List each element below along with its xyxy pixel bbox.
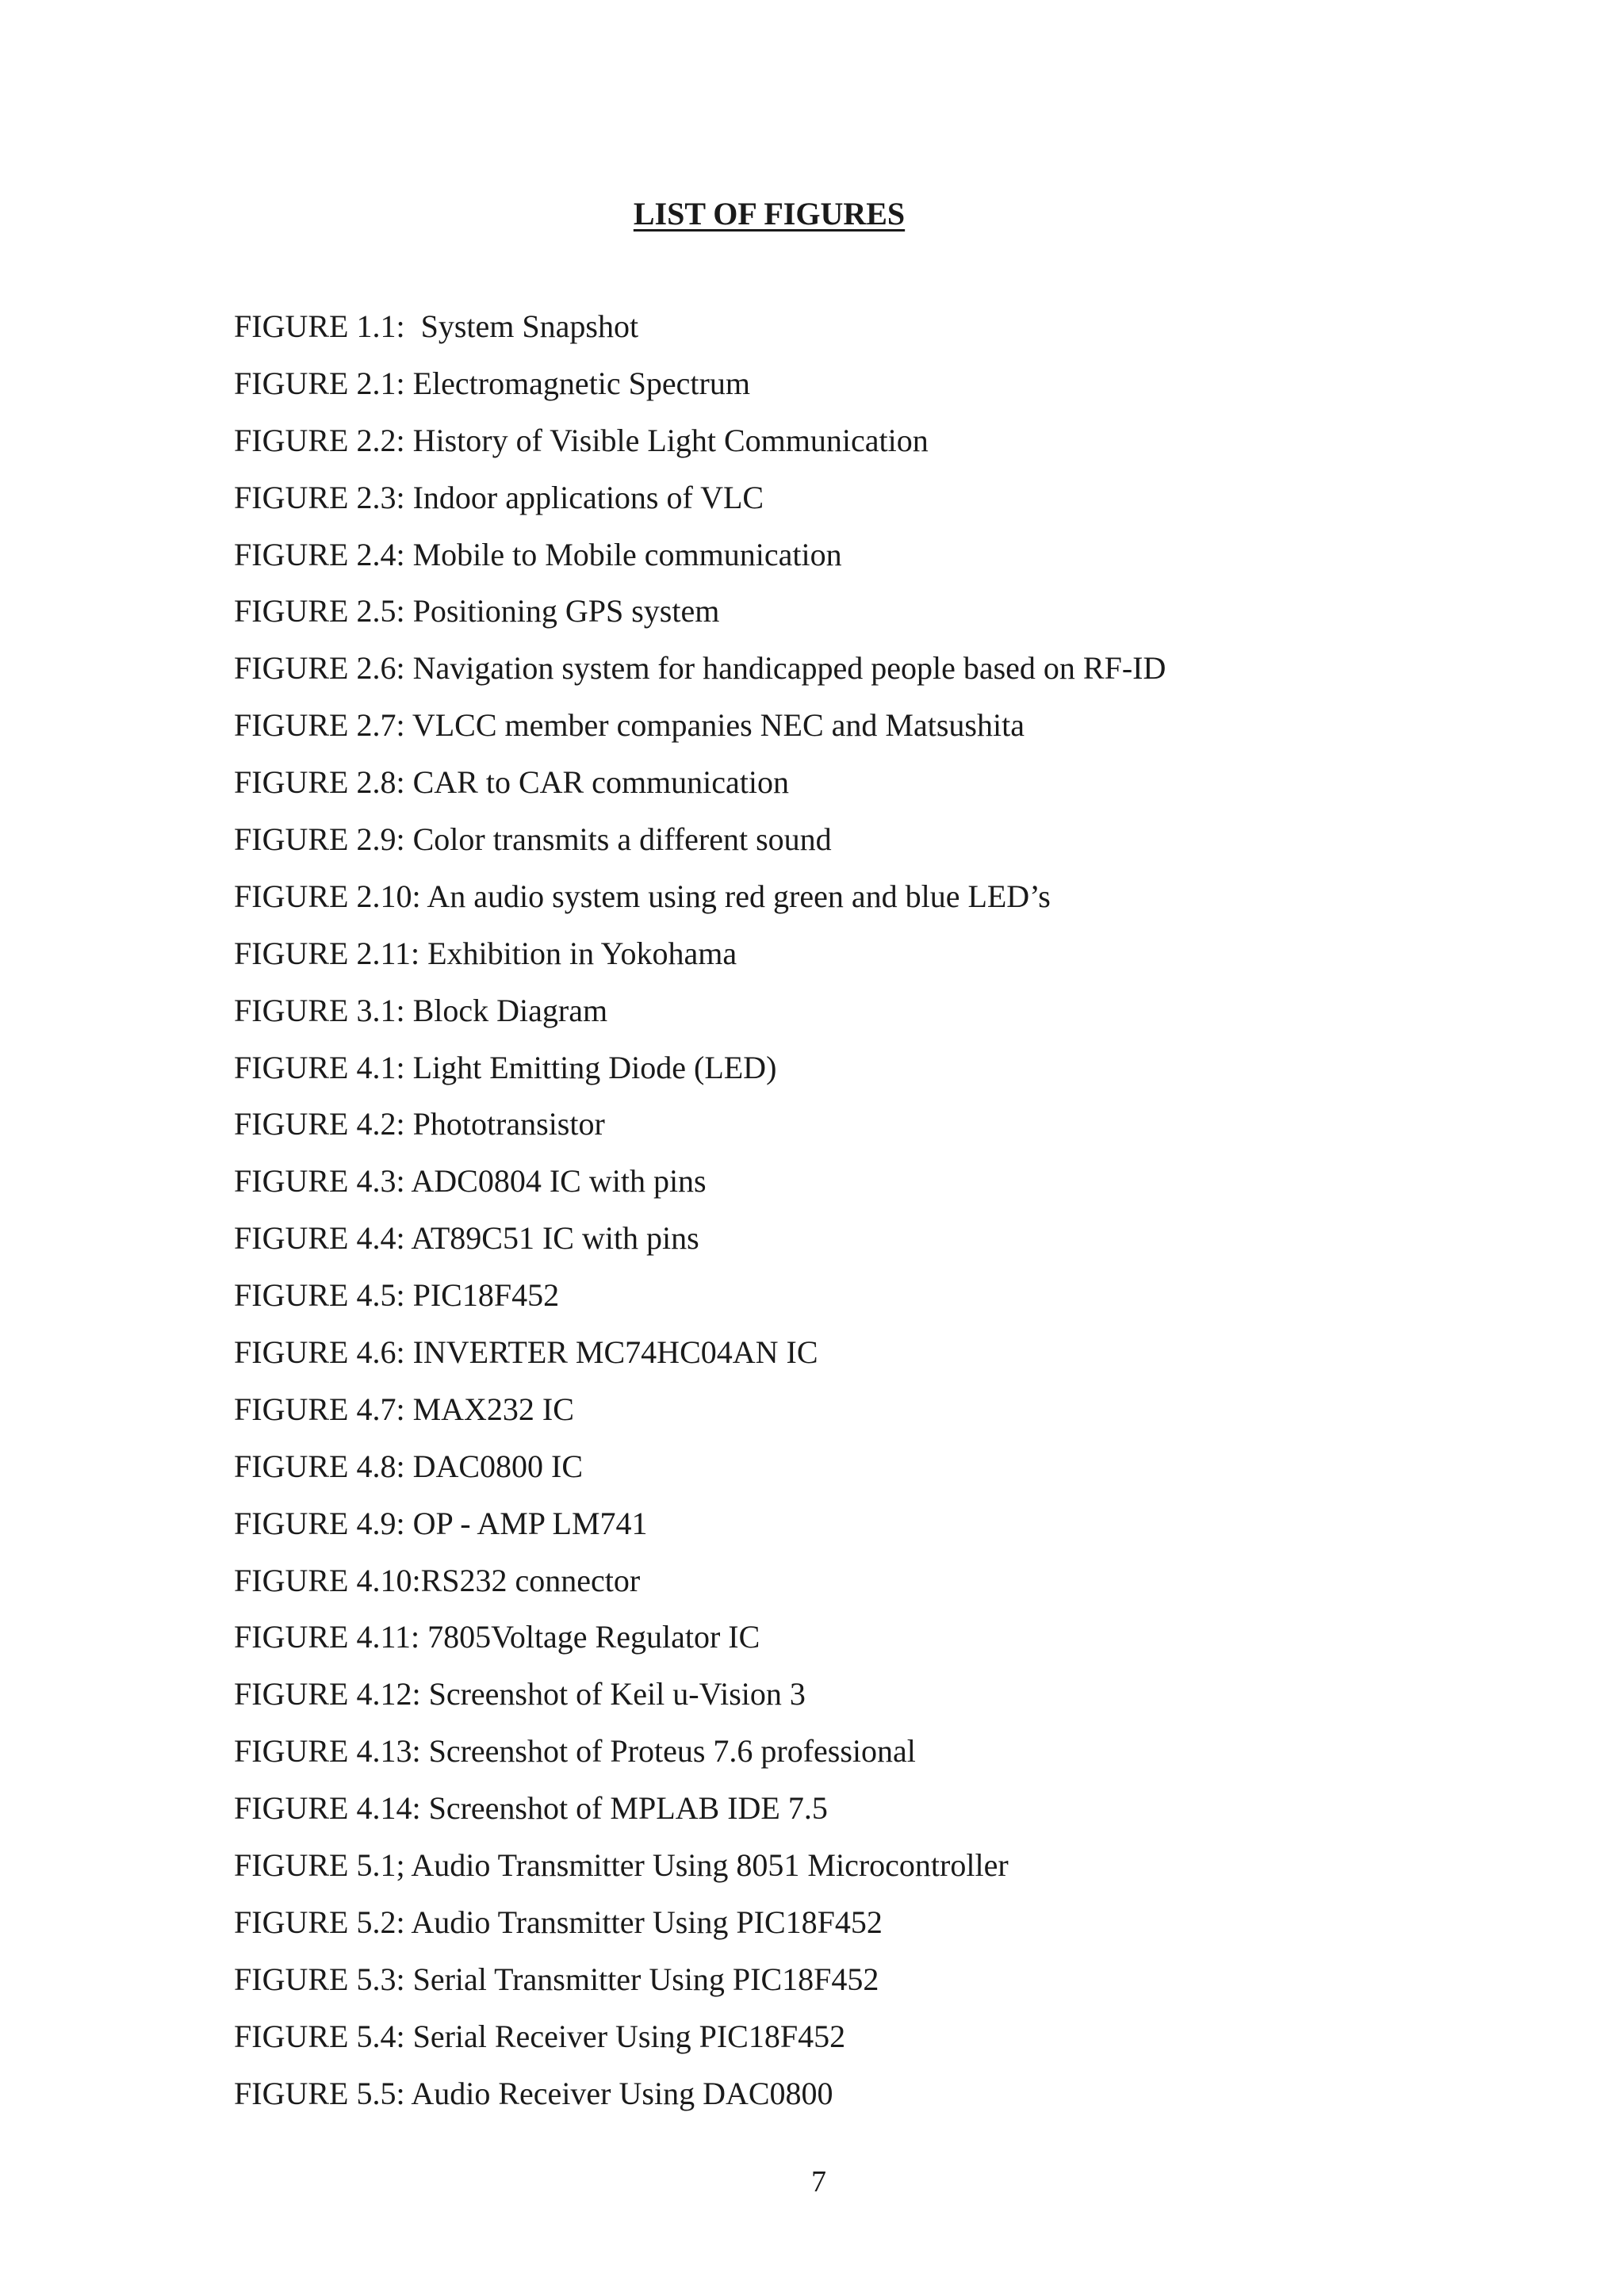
figure-entry: [234, 1899, 1542, 1956]
figure-entry: [234, 587, 1542, 645]
figure-caption: Light Emitting Diode (LED): [404, 1049, 777, 1085]
figure-number: FIGURE 2.7:: [234, 707, 405, 744]
figure-number: FIGURE 4.6:: [234, 1334, 405, 1371]
figure-entry: [234, 1785, 1542, 1842]
figure-number: FIGURE 4.9:: [234, 1505, 405, 1541]
figure-number: FIGURE 5.5:: [234, 2075, 405, 2111]
figure-caption: Serial Transmitter Using PIC18F452: [404, 1961, 879, 1997]
figure-entry: [234, 1443, 1542, 1500]
figure-entry: [234, 2013, 1542, 2070]
figure-entry: [234, 1272, 1542, 1329]
figure-caption: Screenshot of Keil u-Vision 3: [420, 1676, 806, 1712]
figure-entry: [234, 759, 1542, 816]
figure-number: FIGURE 4.4:: [234, 1220, 405, 1257]
figure-entry: [234, 1557, 1542, 1614]
figure-caption: CAR to CAR communication: [404, 764, 790, 801]
figure-number: FIGURE 3.1:: [234, 992, 405, 1028]
figure-entry: [234, 1956, 1542, 2013]
figure-entry: [234, 1500, 1542, 1557]
figure-number: FIGURE 4.5:: [234, 1277, 405, 1314]
figure-caption: MAX232 IC: [404, 1391, 574, 1427]
figure-number: FIGURE 2.3:: [234, 479, 405, 515]
figure-number: FIGURE 4.14:: [234, 1790, 421, 1827]
figure-number: FIGURE 2.4:: [234, 536, 405, 572]
figure-entry: [234, 1215, 1542, 1272]
figure-number: FIGURE 2.2:: [234, 422, 405, 458]
figure-entry: [234, 1158, 1542, 1215]
figure-number: FIGURE 4.7:: [234, 1391, 405, 1427]
figure-entry: [234, 417, 1542, 474]
figure-entry: [234, 1100, 1542, 1158]
figure-caption: DAC0800 IC: [404, 1448, 584, 1484]
figure-number: FIGURE 2.9:: [234, 821, 405, 858]
figure-number: FIGURE 5.4:: [234, 2018, 405, 2054]
figure-number: FIGURE 4.1:: [234, 1049, 405, 1085]
figure-caption: System Snapshot: [404, 308, 639, 344]
figure-list: [234, 303, 1542, 2127]
figure-caption: Audio Receiver Using DAC0800: [404, 2075, 833, 2111]
figure-caption: Electromagnetic Spectrum: [404, 365, 750, 401]
figure-caption: Phototransistor: [404, 1106, 605, 1142]
figure-entry: [234, 1728, 1542, 1785]
figure-caption: RS232 connector: [420, 1562, 641, 1598]
figure-entry: [234, 1842, 1542, 1899]
figure-caption: Positioning GPS system: [404, 593, 720, 629]
figure-entry: [234, 303, 1542, 360]
figure-entry: [234, 702, 1542, 759]
figure-number: FIGURE 4.12:: [234, 1676, 421, 1712]
figure-number: FIGURE 1.1:: [234, 308, 405, 344]
figure-caption: Screenshot of MPLAB IDE 7.5: [420, 1790, 828, 1827]
figure-number: FIGURE 2.11:: [234, 935, 420, 971]
figure-number: FIGURE 2.8:: [234, 764, 405, 801]
figure-caption: An audio system using red green and blue LED’s: [420, 878, 1051, 914]
figure-entry: [234, 531, 1542, 588]
figure-number: FIGURE 4.11:: [234, 1619, 420, 1655]
figure-caption: Screenshot of Proteus 7.6 professional: [420, 1733, 916, 1770]
figure-number: FIGURE 5.1;: [234, 1847, 405, 1884]
figure-entry: [234, 645, 1542, 702]
figure-caption: 7805Voltage Regulator IC: [419, 1619, 760, 1655]
figure-number: FIGURE 2.5:: [234, 593, 405, 629]
figure-entry: [234, 816, 1542, 873]
figure-caption: Serial Receiver Using PIC18F452: [404, 2018, 846, 2054]
figure-number: FIGURE 2.1:: [234, 365, 405, 401]
figure-entry: [234, 930, 1542, 987]
figure-entry: [234, 1613, 1542, 1670]
figure-number: FIGURE 4.3:: [234, 1163, 405, 1200]
figure-caption: VLCC member companies NEC and Matsushita: [404, 707, 1025, 744]
figure-caption: INVERTER MC74HC04AN IC: [404, 1334, 818, 1371]
figure-caption: History of Visible Light Communication: [404, 422, 929, 458]
figure-entry: [234, 1670, 1542, 1728]
figure-caption: AT89C51 IC with pins: [404, 1220, 699, 1257]
figure-entry: [234, 360, 1542, 417]
figure-caption: Color transmits a different sound: [404, 821, 832, 858]
figure-caption: Navigation system for handicapped people based on RF-ID: [404, 650, 1166, 687]
figure-number: FIGURE 2.10:: [234, 878, 421, 914]
figure-caption: Audio Transmitter Using PIC18F452: [404, 1904, 883, 1940]
figure-number: FIGURE 5.3:: [234, 1961, 405, 1997]
figure-caption: Indoor applications of VLC: [404, 479, 764, 515]
figure-number: FIGURE 5.2:: [234, 1904, 405, 1940]
figure-number: FIGURE 4.8:: [234, 1448, 405, 1484]
figure-entry: [234, 873, 1542, 930]
figure-number: FIGURE 4.2:: [234, 1106, 405, 1142]
figure-caption: Exhibition in Yokohama: [419, 935, 737, 971]
figure-entry: [234, 987, 1542, 1044]
figure-caption: Audio Transmitter Using 8051 Microcontroller: [404, 1847, 1009, 1884]
figure-caption: PIC18F452: [404, 1277, 560, 1314]
figure-caption: Block Diagram: [404, 992, 608, 1028]
page-number: 7: [811, 2165, 826, 2198]
figure-caption: Mobile to Mobile communication: [404, 536, 842, 572]
figure-entry: [234, 1044, 1542, 1101]
figure-entry: [234, 2070, 1542, 2127]
figure-entry: [234, 1329, 1542, 1386]
figure-number: FIGURE 4.10:: [234, 1562, 421, 1598]
figure-caption: OP - AMP LM741: [404, 1505, 648, 1541]
figure-entry: [234, 1386, 1542, 1443]
figure-entry: [234, 474, 1542, 531]
figure-number: FIGURE 4.13:: [234, 1733, 421, 1770]
page-title: LIST OF FIGURES: [633, 196, 906, 232]
figure-caption: ADC0804 IC with pins: [404, 1163, 707, 1200]
figure-number: FIGURE 2.6:: [234, 650, 405, 687]
